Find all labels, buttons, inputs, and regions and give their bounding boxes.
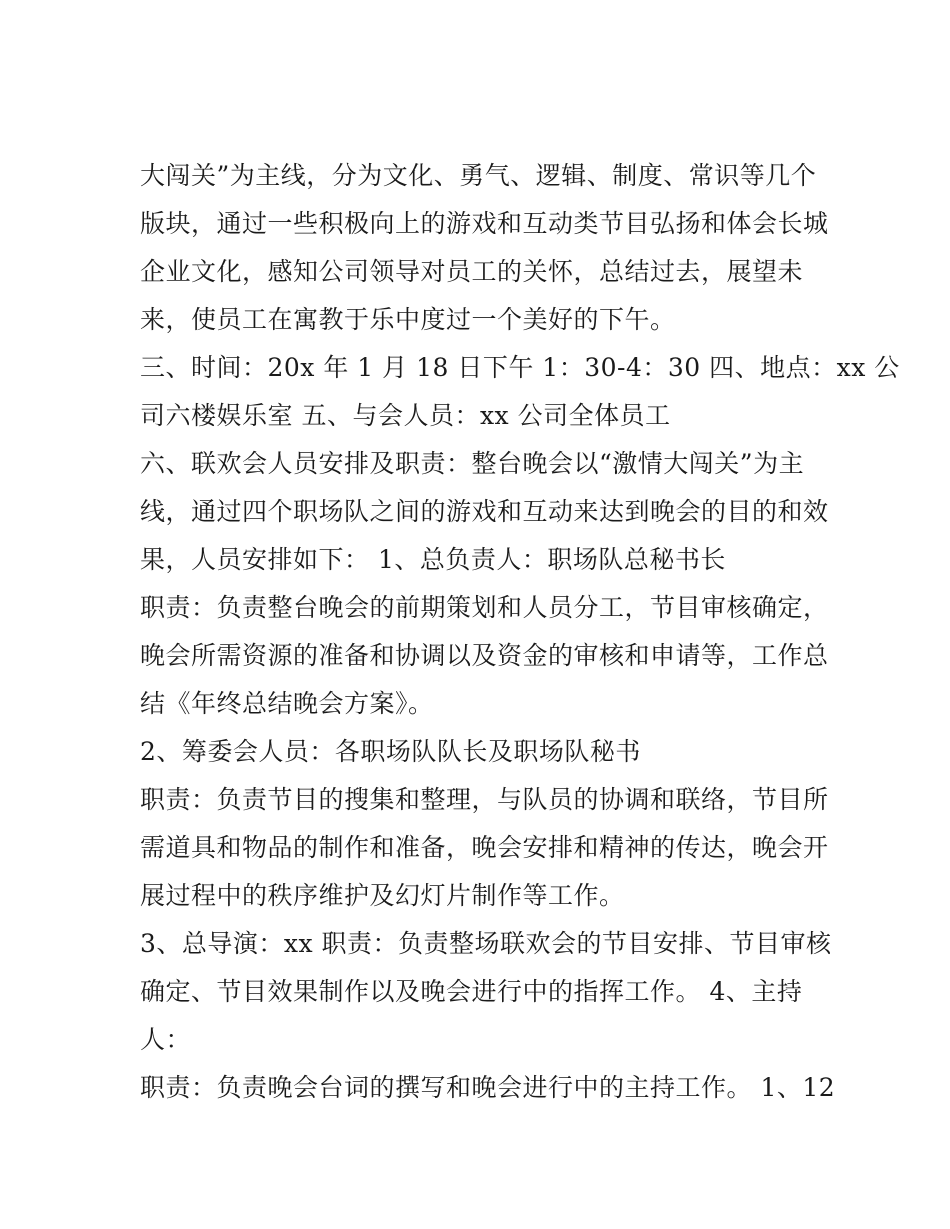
text-line-18: 确定、节目效果制作以及晚会进行中的指挥工作。 4、主持 (140, 977, 803, 1006)
text-line-5: 三、时间：20x 年 1 月 18 日下午 1：30-4：30 四、地点：xx 公 (140, 353, 900, 382)
text-line-20: 职责：负责晚会台词的撰写和晚会进行中的主持工作。 1、12 (140, 1073, 836, 1102)
text-line-1: 大闯关”为主线，分为文化、勇气、逻辑、制度、常识等几个 (140, 161, 817, 190)
text-line-2: 版块，通过一些积极向上的游戏和互动类节目弘扬和体会长城 (140, 209, 829, 238)
text-line-16: 展过程中的秩序维护及幻灯片制作等工作。 (140, 881, 625, 910)
text-line-17: 3、总导演：xx 职责：负责整场联欢会的节目安排、节目审核 (140, 929, 832, 958)
text-line-11: 晚会所需资源的准备和协调以及资金的审核和申请等，工作总 (140, 641, 829, 670)
text-line-9: 果，人员安排如下： 1、总负责人：职场队总秘书长 (140, 545, 726, 574)
text-line-12: 结《年终总结晚会方案》。 (140, 689, 434, 718)
text-line-10: 职责：负责整台晚会的前期策划和人员分工，节目审核确定， (140, 593, 829, 622)
text-line-8: 线，通过四个职场队之间的游戏和互动来达到晚会的目的和效 (140, 497, 829, 526)
text-line-13: 2、筹委会人员：各职场队队长及职场队秘书 (140, 737, 641, 766)
text-line-14: 职责：负责节目的搜集和整理，与队员的协调和联络，节目所 (140, 785, 829, 814)
text-line-3: 企业文化，感知公司领导对员工的关怀，总结过去，展望未 (140, 257, 804, 286)
text-line-19: 人： (140, 1025, 192, 1054)
text-line-6: 司六楼娱乐室 五、与会人员：xx 公司全体员工 (140, 401, 671, 430)
text-line-15: 需道具和物品的制作和准备，晚会安排和精神的传达，晚会开 (140, 833, 829, 862)
text-line-7: 六、联欢会人员安排及职责：整台晚会以“激情大闯关”为主 (140, 449, 805, 478)
text-line-4: 来，使员工在寓教于乐中度过一个美好的下午。 (140, 305, 676, 334)
